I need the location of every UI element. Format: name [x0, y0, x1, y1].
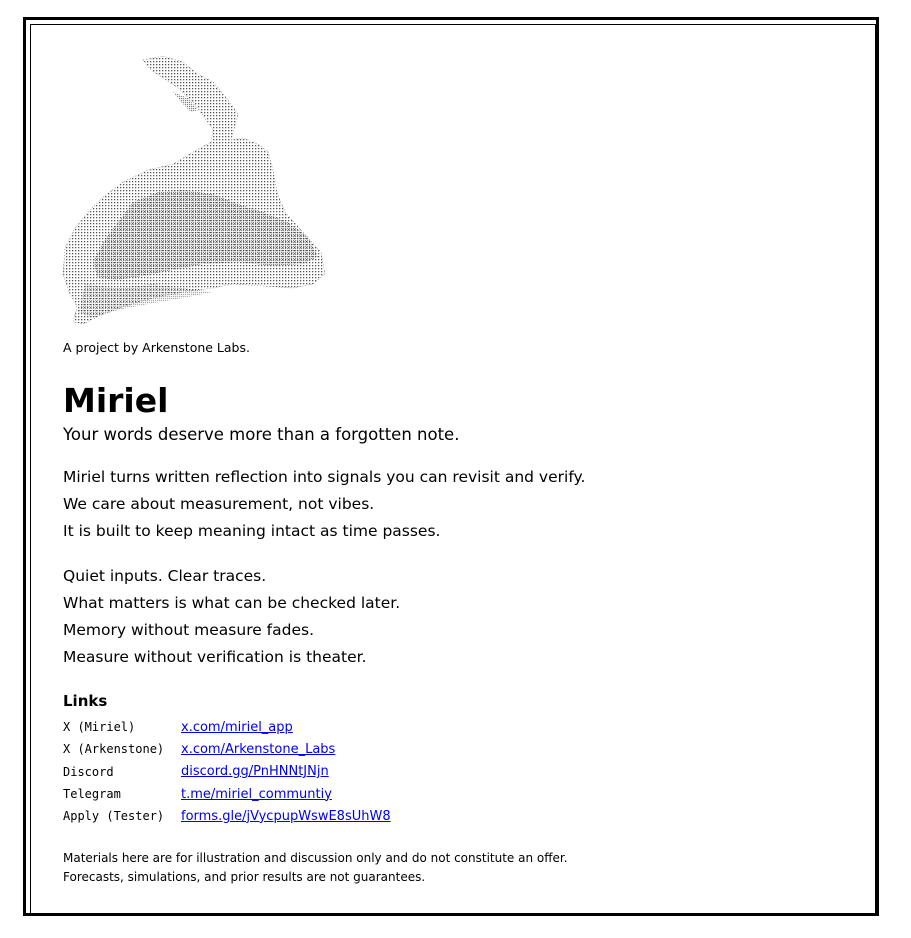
paragraph-line: We care about measurement, not vibes.	[63, 495, 375, 513]
link-x-arkenstone[interactable]: x.com/Arkenstone_Labs	[181, 741, 336, 757]
links-heading: Links	[63, 692, 108, 710]
paragraph-line: Miriel turns written reflection into signals you can revisit and verify.	[63, 468, 586, 486]
paragraph-line: Quiet inputs. Clear traces.	[63, 567, 267, 585]
disclaimer-line: Materials here are for illustration and discussion only and do not constitute an offer.	[63, 851, 568, 866]
paragraph-line: Measure without verification is theater.	[63, 648, 367, 666]
link-row-x-arkenstone	[63, 738, 843, 760]
main-content	[63, 52, 843, 887]
paragraph-line: What matters is what can be checked later.	[63, 594, 401, 612]
link-label: Apply (Tester)	[63, 809, 165, 824]
disclaimer-line: Forecasts, simulations, and prior results are not guarantees.	[63, 870, 426, 885]
link-row-x-miriel	[63, 716, 843, 738]
link-telegram[interactable]: t.me/miriel_communtiy	[181, 786, 332, 802]
paragraph-mission	[63, 464, 843, 545]
link-label: X (Arkenstone)	[63, 742, 165, 757]
link-label: Discord	[63, 764, 114, 779]
link-label: X (Miriel)	[63, 720, 136, 735]
paragraph-line: Memory without measure fades.	[63, 621, 315, 639]
link-apply-tester[interactable]: forms.gle/jVycpupWswE8sUhW8	[181, 808, 391, 824]
link-label: Telegram	[63, 787, 121, 802]
paragraph-line: It is built to keep meaning intact as time passes.	[63, 522, 441, 540]
ascii-art-illustration	[63, 52, 325, 328]
page-title: Miriel	[63, 381, 169, 420]
disclaimer	[63, 849, 843, 887]
link-row-discord	[63, 761, 843, 783]
links-list	[63, 716, 843, 827]
link-x-miriel[interactable]: x.com/miriel_app	[181, 719, 293, 735]
link-row-apply	[63, 805, 843, 827]
link-row-telegram	[63, 783, 843, 805]
tagline: Your words deserve more than a forgotten note.	[63, 425, 460, 444]
paragraph-principles	[63, 563, 843, 671]
byline: A project by Arkenstone Labs.	[63, 340, 250, 355]
link-discord[interactable]: discord.gg/PnHNNtJNjn	[181, 764, 329, 780]
